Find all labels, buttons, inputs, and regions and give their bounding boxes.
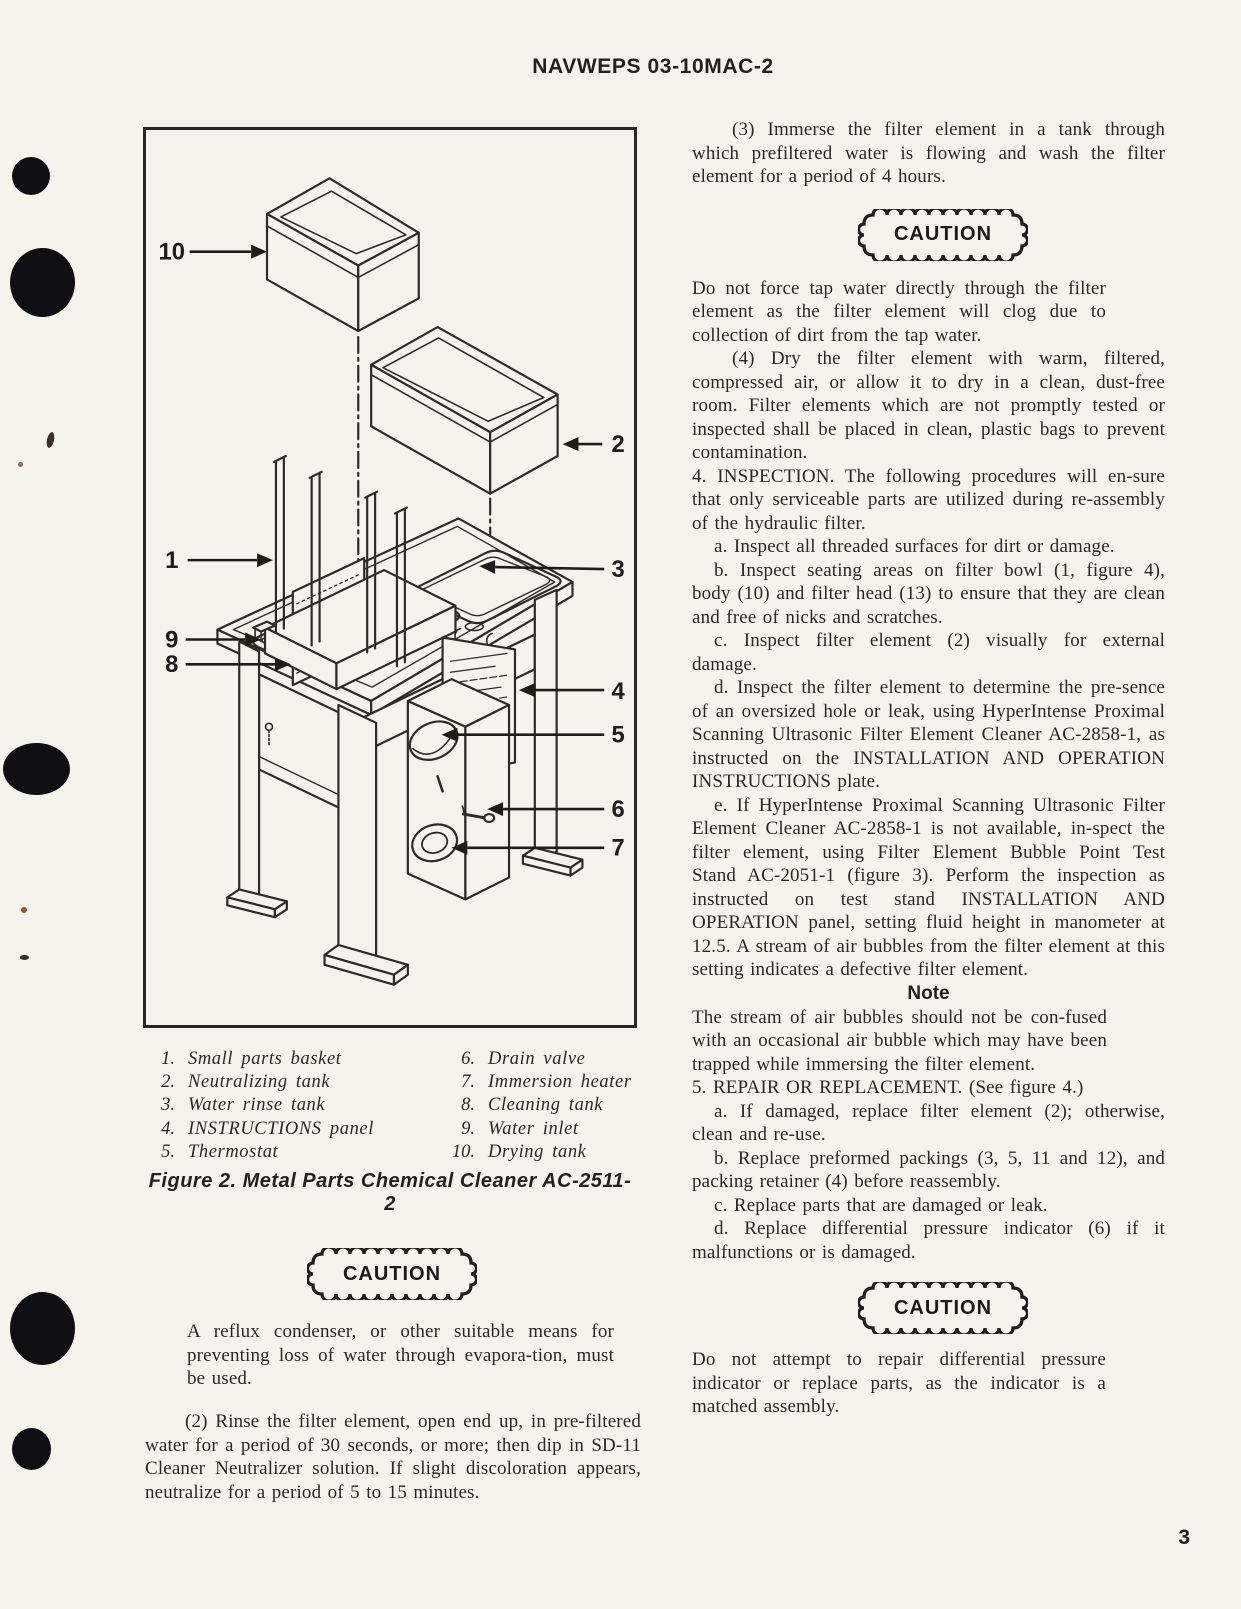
paragraph-2: (2) Rinse the filter element, open end up, in pre-filtered water for a period of 30 seconds, or more; then dip in SD-11 Cleaner Neutralizer solution. If slight discoloration appears, neutralize for a period of 5 to 15 minutes. (145, 1411, 641, 1503)
legend-number: 6. (461, 1049, 475, 1069)
section-5a: a. If damaged, replace filter element (2); otherwise, clean and re-use. (692, 1100, 1165, 1145)
right-column (692, 118, 1165, 1419)
section-5b: b. Replace preformed packings (3, 5, 11 and 12), and packing retainer (4) before reassembly. (692, 1147, 1165, 1192)
legend-item (433, 1141, 637, 1164)
legend-number: 2. (161, 1072, 175, 1093)
legend-item (433, 1094, 637, 1117)
callout-10 (159, 239, 267, 266)
svg-text:7: 7 (611, 834, 625, 862)
caution-box (858, 209, 1028, 261)
caution-text: Do not force tap water directly through the filter element as the filter element will clog due to collection of dirt from the tap water. (692, 277, 1106, 346)
svg-text:8: 8 (165, 651, 179, 679)
caution-label: CAUTION (342, 1262, 442, 1285)
binder-dot (10, 248, 75, 317)
section-4-inspection: 4. INSPECTION. The following procedures will en-sure that only serviceable parts are utilized during re-assembly of the hydraulic filter. (692, 465, 1165, 534)
legend-number: 1. (161, 1049, 175, 1069)
note-heading: Note (907, 982, 950, 1004)
legend-number: 7. (461, 1072, 475, 1093)
svg-text:10: 10 (158, 238, 186, 266)
caution-box (307, 1248, 477, 1300)
ink-speck (21, 907, 27, 913)
binder-dot (10, 1292, 75, 1365)
legend-label: Cleaning tank (488, 1095, 604, 1116)
callout-1 (165, 547, 273, 574)
section-4c: c. Inspect filter element (2) visually for external damage. (692, 630, 1165, 675)
svg-text:5: 5 (611, 721, 625, 749)
legend-item (433, 1071, 637, 1094)
legend-label: Drying tank (488, 1141, 587, 1162)
svg-text:1: 1 (165, 547, 179, 575)
svg-text:9: 9 (165, 626, 179, 654)
binder-dot (12, 1428, 51, 1470)
callout-2 (563, 431, 625, 458)
figure-caption: Figure 2. Metal Parts Chemical Cleaner AC-2511-2 (148, 1170, 632, 1215)
page-title: NAVWEPS 03-10MAC-2 (532, 55, 774, 78)
legend-item (143, 1141, 393, 1164)
binder-dot (3, 743, 70, 795)
svg-text:2: 2 (611, 431, 625, 459)
ink-speck (18, 462, 23, 467)
note-text: The stream of air bubbles should not be con-fused with an occasional air bubble which may have been trapped while immersing the filter element. (692, 1006, 1107, 1075)
caution-text: A reflux condenser, or other suitable means for preventing loss of water through evapora-tion, must be used. (187, 1321, 614, 1389)
section-4b: b. Inspect seating areas on filter bowl (1, figure 4), body (10) and filter head (13) to ensure that they are clean and free of nicks and scratches. (692, 559, 1165, 628)
legend-item (143, 1094, 393, 1117)
caution-text: Do not attempt to repair differential pressure indicator or replace parts, as the indicator is a matched assembly. (692, 1349, 1106, 1417)
ink-speck (45, 431, 55, 448)
legend-label: Immersion heater (488, 1072, 632, 1093)
legend-number: 10. (451, 1141, 475, 1162)
legend-label: Drain valve (488, 1049, 586, 1069)
svg-text:4: 4 (611, 678, 625, 706)
section-4a: a. Inspect all threaded surfaces for dirt or damage. (714, 536, 1115, 557)
svg-text:3: 3 (611, 556, 625, 584)
section-5d: d. Replace differential pressure indicator (6) if it malfunctions or is damaged. (692, 1218, 1165, 1263)
legend-number: 8. (461, 1095, 475, 1116)
legend-label: Neutralizing tank (188, 1072, 331, 1093)
legend-number: 3. (161, 1095, 175, 1116)
legend-item (433, 1118, 637, 1141)
legend-item (143, 1118, 393, 1141)
legend-number: 9. (461, 1118, 475, 1139)
caution-label: CAUTION (893, 223, 993, 245)
legend-column-right (433, 1048, 637, 1164)
page-number: 3 (1178, 1526, 1190, 1549)
ink-speck (20, 955, 29, 960)
svg-text:6: 6 (611, 796, 625, 824)
legend-label: Small parts basket (188, 1049, 342, 1069)
legend-item (143, 1048, 393, 1071)
legend-item (433, 1048, 637, 1071)
legend-column-left (143, 1048, 393, 1164)
section-5-repair: 5. REPAIR OR REPLACEMENT. (See figure 4.) (692, 1077, 1084, 1098)
legend-number: 4. (161, 1118, 175, 1139)
caution-label: CAUTION (893, 1296, 993, 1319)
legend-label: INSTRUCTIONS panel (188, 1118, 374, 1139)
drying-tank-drawing (267, 178, 419, 331)
legend-label: Water rinse tank (188, 1095, 326, 1116)
legend-number: 5. (161, 1141, 175, 1162)
paragraph-3: (3) Immerse the filter element in a tank through which prefiltered water is flowing and wash the filter element for a period of 4 hours. (692, 119, 1165, 187)
section-4e: e. If HyperIntense Proximal Scanning Ultrasonic Filter Element Cleaner AC-2858-1 is not available, in-spect the filter element, using Filter Element Bubble Point Test Stand AC-2051-1 (figure 3). Perform the inspection as instructed on test stand INSTALLATION AND OPERATION panel, setting fluid height in manometer at 12.5. A stream of air bubbles from the filter element at this setting indicates a defective filter element. (692, 794, 1165, 980)
legend-item (143, 1071, 393, 1094)
caution-box (858, 1282, 1028, 1334)
legend-label: Thermostat (188, 1141, 279, 1162)
neutralizing-tank-drawing (371, 327, 557, 494)
figure-diagram (146, 130, 634, 1025)
section-5c: c. Replace parts that are damaged or leak. (714, 1194, 1048, 1216)
section-4d: d. Inspect the filter element to determine the pre-sence of an oversized hole or leak, using HyperIntense Proximal Scanning Ultrasonic Filter Element Cleaner AC-2858-1, as instructed on the INSTALLATION AND OPERATION INSTRUCTIONS plate. (692, 677, 1165, 792)
binder-dot (12, 157, 50, 195)
paragraph-4: (4) Dry the filter element with warm, filtered, compressed air, or allow it to dry in a clean, dust-free room. Filter elements which are not promptly tested or inspected shall be placed in clean, plastic bags to prevent contamination. (692, 348, 1165, 463)
figure-frame (143, 127, 637, 1028)
control-box (404, 679, 509, 899)
legend-label: Water inlet (488, 1118, 579, 1139)
